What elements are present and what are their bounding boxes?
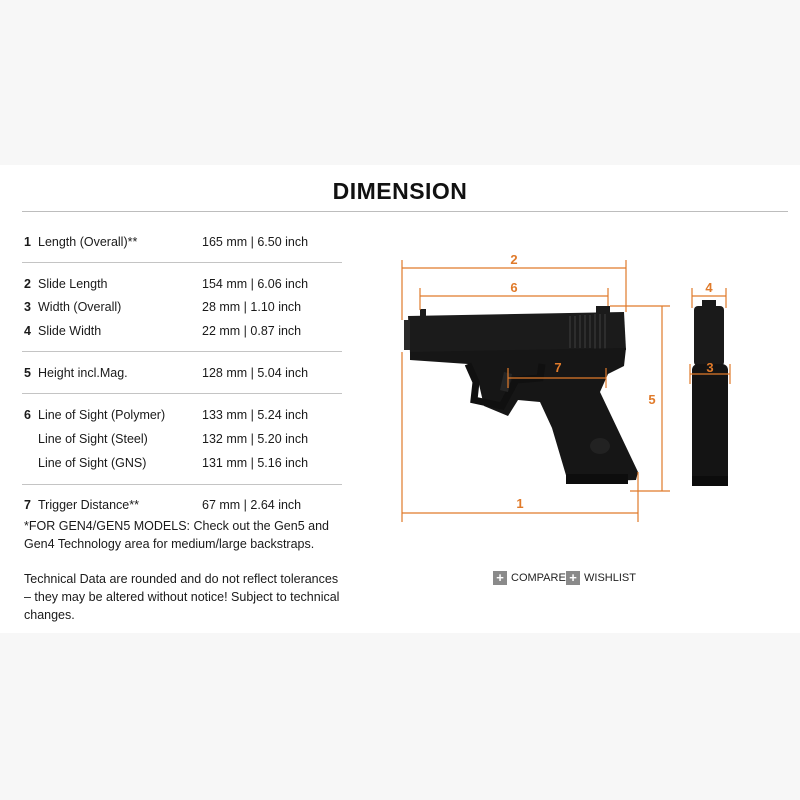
group-divider — [22, 484, 342, 485]
dim-label-trigger: 7 — [554, 360, 562, 375]
spec-value: 133 mm | 5.24 inch — [202, 408, 309, 422]
spec-value: 132 mm | 5.20 inch — [202, 432, 309, 446]
rear-slide — [694, 306, 724, 366]
spec-row-width — [24, 298, 342, 316]
compare-button[interactable] — [493, 570, 566, 586]
group-divider — [22, 351, 342, 352]
front-sight — [420, 309, 426, 316]
spec-value: 154 mm | 6.06 inch — [202, 277, 309, 291]
dimension-diagram — [380, 240, 780, 540]
gen-models-note: *FOR GEN4/GEN5 MODELS: Check out the Gen5 and Gen4 Technology area for medium/large backstraps. — [24, 519, 329, 551]
compare-label: COMPARE — [511, 572, 566, 584]
spec-value: 67 mm | 2.64 inch — [202, 498, 302, 512]
spec-label: Length (Overall)** — [38, 235, 138, 249]
spec-label: Line of Sight (Polymer) — [38, 408, 166, 422]
spec-value: 28 mm | 1.10 inch — [202, 300, 302, 314]
title-divider — [22, 211, 788, 212]
dim-label-line-of-sight: 6 — [510, 280, 518, 295]
frame-shape — [410, 348, 638, 482]
slide-shape — [408, 312, 626, 353]
slide-front-edge — [404, 320, 410, 350]
spec-label: Slide Length — [38, 277, 108, 291]
spec-row-slide-width — [24, 322, 342, 340]
spec-row-line-of-sight-steel — [24, 430, 342, 448]
spec-label: Width (Overall) — [38, 300, 122, 314]
spec-row-slide-length — [24, 275, 342, 293]
spec-value: 128 mm | 5.04 inch — [202, 366, 309, 380]
group-divider — [22, 262, 342, 263]
dim-label-length: 1 — [516, 496, 524, 511]
spec-label: Line of Sight (Steel) — [38, 432, 148, 446]
plus-icon: + — [566, 571, 580, 585]
spec-row-trigger-distance — [24, 496, 342, 514]
spec-number: 4 — [24, 324, 31, 338]
rear-magazine — [692, 476, 728, 486]
dim-label-slide-width: 4 — [705, 280, 713, 295]
spec-number: 3 — [24, 300, 31, 314]
dim-label-width: 3 — [706, 360, 714, 375]
rear-sight-top — [702, 300, 716, 308]
spec-label: Trigger Distance** — [38, 498, 139, 512]
magazine-base — [566, 474, 628, 484]
spec-label: Line of Sight (GNS) — [38, 456, 147, 470]
spec-row-line-of-sight-gns — [24, 454, 342, 472]
dim-label-height: 5 — [648, 392, 656, 407]
rear-sight — [596, 306, 610, 314]
spec-row-line-of-sight-polymer — [24, 406, 342, 424]
wishlist-label: WISHLIST — [584, 572, 636, 584]
plus-icon: + — [493, 571, 507, 585]
spec-label: Slide Width — [38, 324, 102, 338]
pistol-rear-view — [692, 300, 728, 486]
spec-number: 5 — [24, 366, 31, 380]
spec-value: 165 mm | 6.50 inch — [202, 235, 309, 249]
group-divider — [22, 393, 342, 394]
rear-grip — [692, 364, 728, 482]
spec-number: 1 — [24, 235, 31, 249]
spec-number: 2 — [24, 277, 31, 291]
technical-data-note: Technical Data are rounded and do not reflect tolerances – they may be altered without notice! Subject to technical changes. — [24, 572, 340, 622]
pistol-diagram — [380, 240, 780, 540]
spec-label: Height incl.Mag. — [38, 366, 128, 380]
spec-value: 22 mm | 0.87 inch — [202, 324, 302, 338]
section-title: DIMENSION — [332, 178, 468, 204]
spec-value: 131 mm | 5.16 inch — [202, 456, 309, 470]
wishlist-button[interactable] — [566, 570, 636, 586]
spec-number: 6 — [24, 408, 31, 422]
spec-number: 7 — [24, 498, 31, 512]
grip-texture — [590, 438, 610, 454]
pistol-side-view — [404, 306, 638, 484]
spec-row-length — [24, 233, 342, 251]
spec-row-height — [24, 364, 342, 382]
dim-label-slide-length: 2 — [510, 252, 518, 267]
